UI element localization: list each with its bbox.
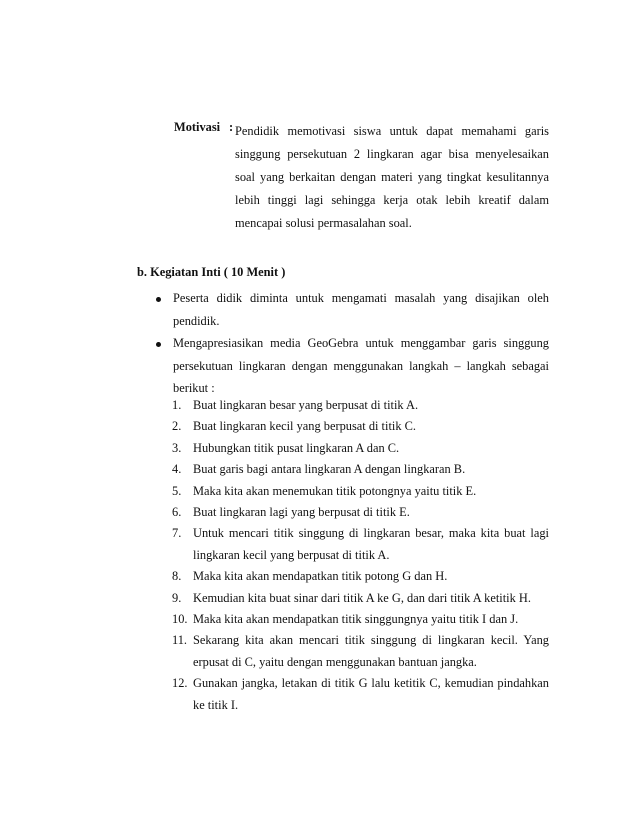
step-number: 8. bbox=[172, 569, 182, 584]
step-item bbox=[173, 566, 549, 587]
step-number: 3. bbox=[172, 440, 182, 455]
step-number: 5. bbox=[172, 483, 182, 498]
bullet-line: Peserta didik diminta untuk mengamati masalah yang disajikan oleh bbox=[173, 291, 549, 305]
step-line: ke titik I. bbox=[193, 697, 239, 712]
bullet-line: berikut : bbox=[173, 381, 215, 395]
step-item bbox=[173, 416, 549, 437]
motivasi-line: soal yang berkaitan dengan materi yang tingkat kesulitannya bbox=[235, 170, 549, 184]
motivasi-line: singgung persekutuan 2 lingkaran agar bisa menyelesaikan bbox=[235, 147, 549, 161]
step-line: Sekarang kita akan mencari titik singgung di lingkaran kecil. Yang bbox=[193, 633, 549, 648]
step-line: Gunakan jangka, letakan di titik G lalu ketitik C, kemudian pindahkan bbox=[193, 676, 549, 691]
bullet-line: persekutuan lingkaran dengan menggunakan langkah – langkah sebagai bbox=[173, 358, 549, 373]
step-line: erpusat di C, yaitu dengan menggunakan bantuan jangka. bbox=[193, 654, 477, 669]
step-item bbox=[173, 481, 549, 502]
bullet-dot-icon bbox=[156, 297, 161, 302]
step-item bbox=[173, 609, 549, 630]
step-number: 7. bbox=[172, 526, 182, 541]
bullet-line: Mengapresiasikan media GeoGebra untuk menggambar garis singgung bbox=[173, 336, 549, 350]
step-number: 4. bbox=[172, 462, 182, 477]
step-item bbox=[173, 588, 549, 609]
step-item bbox=[173, 630, 549, 673]
step-line: lingkaran kecil yang berpusat di titik A. bbox=[193, 547, 390, 562]
steps-list bbox=[173, 395, 549, 716]
motivasi-line: mencapai solusi permasalahan soal. bbox=[235, 216, 412, 230]
step-line: Buat lingkaran kecil yang berpusat di titik C. bbox=[193, 419, 416, 434]
bullet-text bbox=[173, 332, 549, 400]
step-number: 6. bbox=[172, 505, 182, 520]
bullet-dot-icon bbox=[156, 342, 161, 347]
step-number: 1. bbox=[172, 398, 182, 412]
step-line: Kemudian kita buat sinar dari titik A ke G, dan dari titik A ketitik H. bbox=[193, 590, 531, 605]
step-line: Maka kita akan mendapatkan titik potong G dan H. bbox=[193, 569, 448, 584]
step-number: 12. bbox=[172, 676, 188, 691]
section-heading: b. Kegiatan Inti ( 10 Menit ) bbox=[137, 265, 286, 279]
step-number: 10. bbox=[172, 612, 188, 627]
step-number: 11. bbox=[172, 633, 188, 648]
step-item bbox=[173, 438, 549, 459]
step-line: Maka kita akan mendapatkan titik singgungnya yaitu titik I dan J. bbox=[193, 612, 519, 627]
bullet-line: pendidik. bbox=[173, 313, 220, 328]
step-line: Buat garis bagi antara lingkaran A dengan lingkaran B. bbox=[193, 462, 466, 477]
step-line: Untuk mencari titik singgung di lingkaran besar, maka kita buat lagi bbox=[193, 526, 549, 541]
step-line: Maka kita akan menemukan titik potongnya yaitu titik E. bbox=[193, 483, 477, 498]
bullet-text bbox=[173, 287, 549, 332]
bullet-list bbox=[153, 287, 549, 400]
motivasi-colon: : bbox=[229, 120, 234, 134]
motivasi-label: Motivasi bbox=[174, 120, 221, 134]
step-item bbox=[173, 673, 549, 716]
bullet-item bbox=[153, 287, 549, 332]
motivasi-line: lebih tinggi lagi sehingga kerja otak lebih kreatif dalam bbox=[235, 193, 549, 207]
step-line: Buat lingkaran besar yang berpusat di titik A. bbox=[193, 398, 419, 412]
step-item bbox=[173, 502, 549, 523]
step-item bbox=[173, 395, 549, 416]
step-number: 2. bbox=[172, 419, 182, 434]
step-item bbox=[173, 459, 549, 480]
step-number: 9. bbox=[172, 590, 182, 605]
motivasi-line: Pendidik memotivasi siswa untuk dapat memahami garis bbox=[235, 124, 549, 138]
motivasi-text bbox=[235, 120, 549, 235]
step-item bbox=[173, 523, 549, 566]
step-line: Buat lingkaran lagi yang berpusat di titik E. bbox=[193, 505, 410, 520]
bullet-item bbox=[153, 332, 549, 400]
step-line: Hubungkan titik pusat lingkaran A dan C. bbox=[193, 440, 400, 455]
